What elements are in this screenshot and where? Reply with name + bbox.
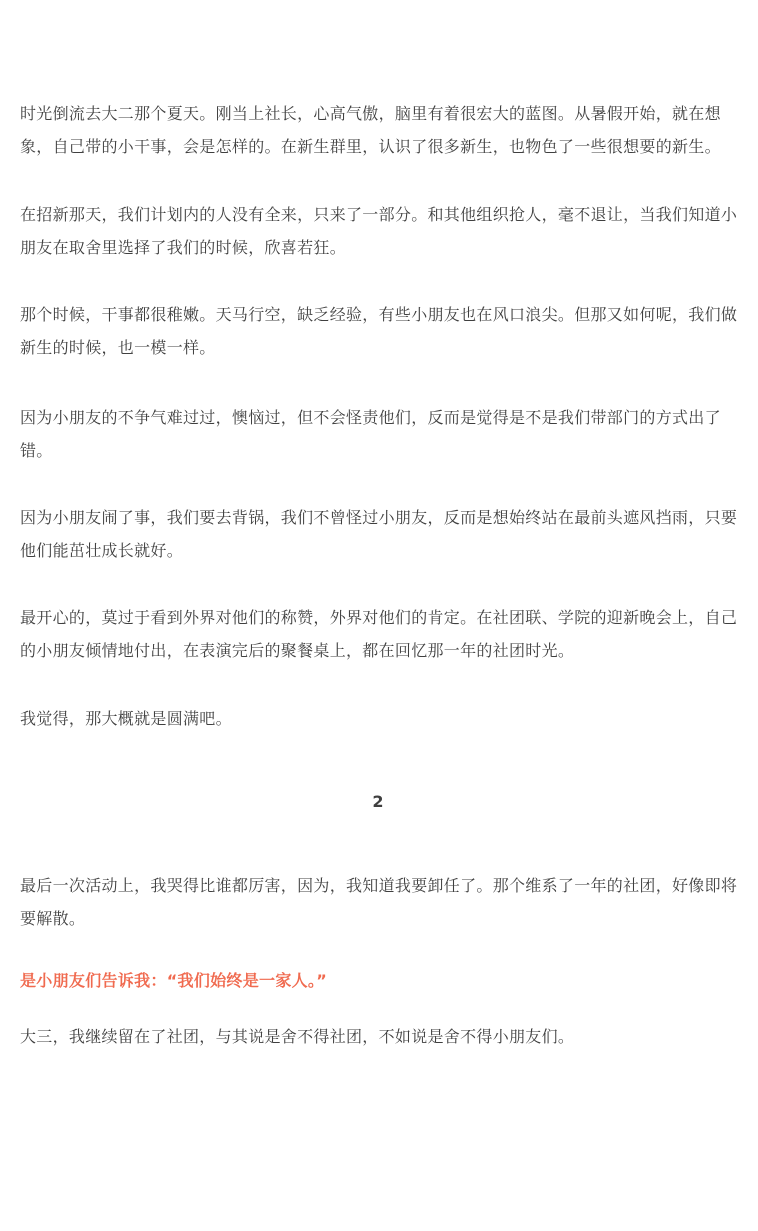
paragraph: 最开心的，莫过于看到外界对他们的称赞，外界对他们的肯定。在社团联、学院的迎新晚会上，自己的小朋友倾情地付出，在表演完后的聚餐桌上，都在回忆那一年的社团时光。	[20, 608, 738, 660]
highlighted-quote: 是小朋友们告诉我：“我们始终是一家人。”	[20, 971, 328, 990]
paragraph: 我觉得，那大概就是圆满吧。	[20, 709, 232, 728]
paragraph: 因为小朋友的不争气难过过，懊恼过，但不会怪责他们，反而是觉得是不是我们带部门的方式出了错。	[20, 408, 721, 460]
section-number-heading: 2	[372, 792, 384, 811]
paragraph: 大三，我继续留在了社团，与其说是舍不得社团，不如说是舍不得小朋友们。	[20, 1027, 575, 1046]
paragraph: 时光倒流去大二那个夏天。刚当上社长，心高气傲，脑里有着很宏大的蓝图。从暑假开始，就在想象，自己带的小干事，会是怎样的。在新生群里，认识了很多新生，也物色了一些很想要的新生。	[20, 104, 721, 156]
paragraph: 最后一次活动上，我哭得比谁都厉害，因为，我知道我要卸任了。那个维系了一年的社团，好像即将要解散。	[20, 876, 738, 928]
paragraph: 在招新那天，我们计划内的人没有全来，只来了一部分。和其他组织抢人，毫不退让，当我们知道小朋友在取舍里选择了我们的时候，欣喜若狂。	[20, 205, 738, 257]
paragraph: 那个时候，干事都很稚嫩。天马行空，缺乏经验，有些小朋友也在风口浪尖。但那又如何呢，我们做新生的时候，也一模一样。	[20, 305, 738, 357]
paragraph: 因为小朋友闹了事，我们要去背锅，我们不曾怪过小朋友，反而是想始终站在最前头遮风挡雨，只要他们能茁壮成长就好。	[20, 508, 738, 560]
